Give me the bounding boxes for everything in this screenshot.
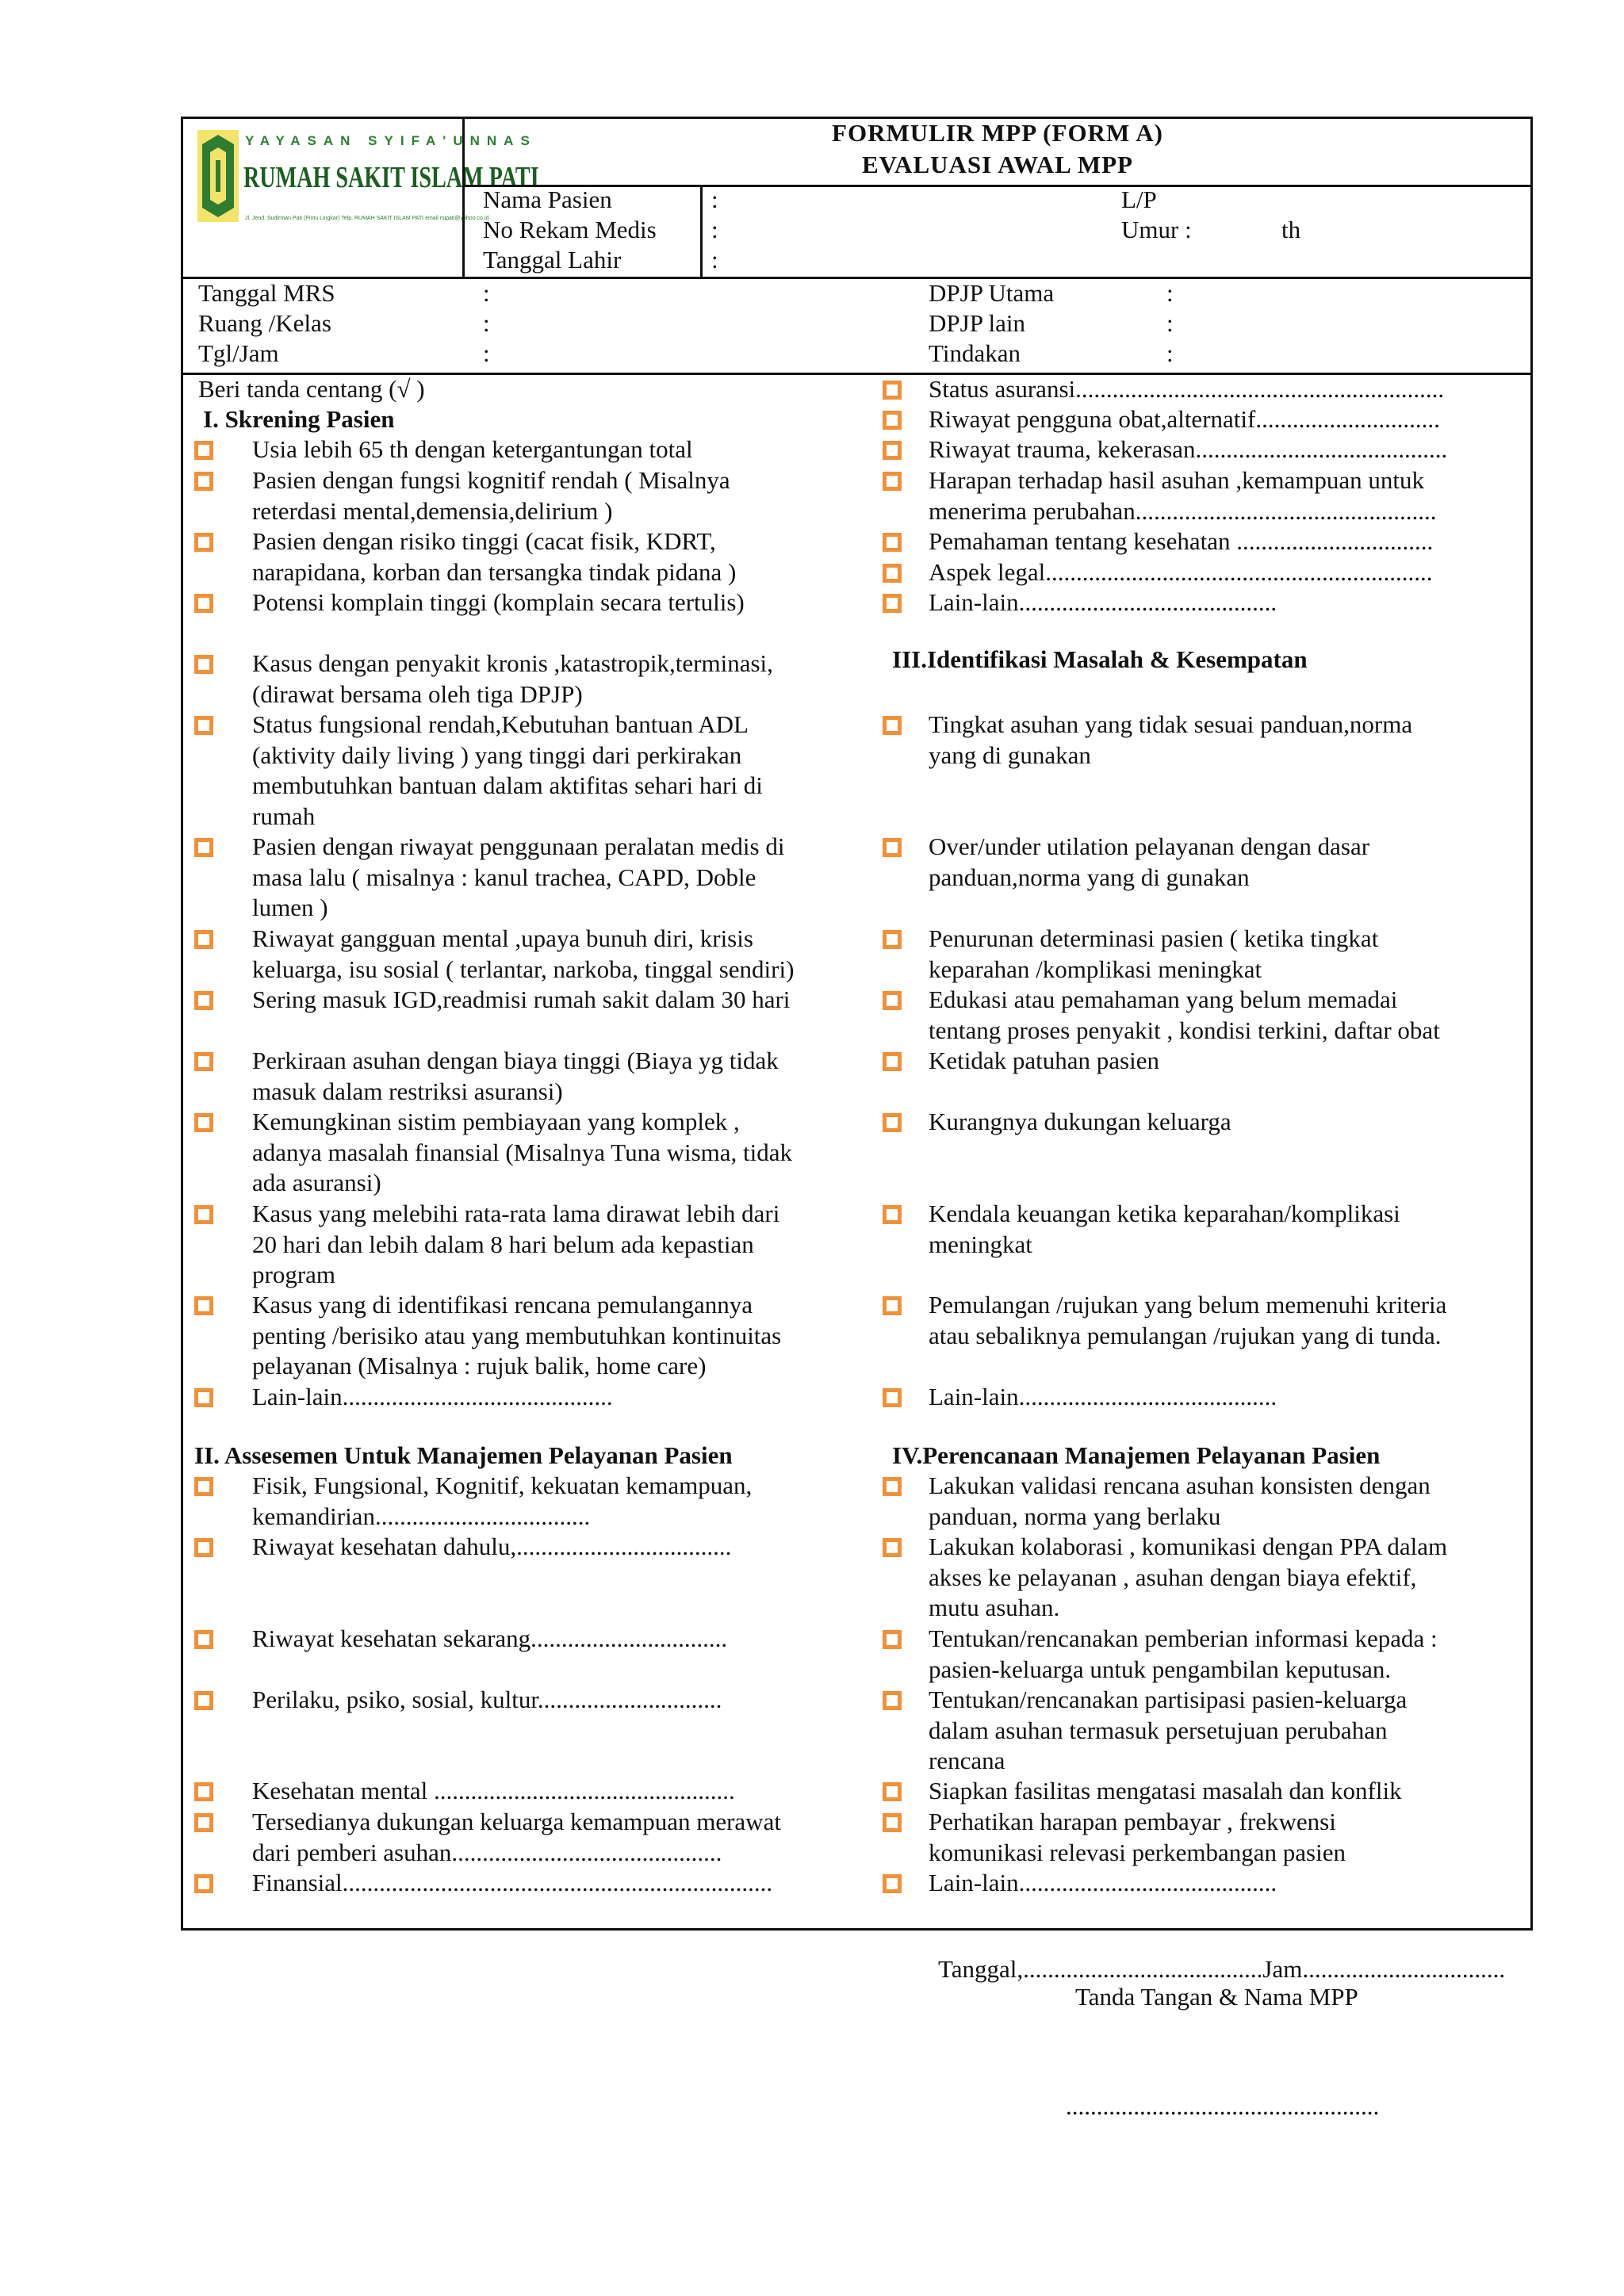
- section4-item-2-line-1: Lakukan kolaborasi , komunikasi dengan PPA dalam: [929, 1533, 1448, 1560]
- birth-date-label: Tanggal Lahir: [483, 246, 622, 274]
- section2-checkbox-2[interactable]: [194, 1538, 213, 1557]
- section4-checkbox-1[interactable]: [883, 1477, 902, 1496]
- section1-item-8-line-1: Riwayat gangguan mental ,upaya bunuh diri, krisis: [252, 924, 753, 952]
- section2-checkbox-1[interactable]: [194, 1477, 213, 1496]
- section4-title: IV.Perencanaan Manajemen Pelayanan Pasien: [892, 1441, 1381, 1469]
- section1-item-12-line-3: program: [252, 1261, 336, 1288]
- section3-checkbox-3[interactable]: [883, 930, 902, 949]
- section_right_top-checkbox-1[interactable]: [883, 381, 902, 400]
- section4-item-6-line-2: komunikasi relevasi perkembangan pasien: [929, 1838, 1346, 1866]
- other-dpjp-colon: :: [1166, 309, 1174, 337]
- section1-item-7-line-2: masa lalu ( misalnya : kanul trachea, CAPD, Doble: [252, 863, 756, 891]
- section3-item-8-line-1: Pemulangan /rujukan yang belum memenuhi kriteria: [929, 1291, 1447, 1318]
- hospital-logo: [194, 125, 539, 232]
- section1-item-7-line-1: Pasien dengan riwayat penggunaan peralatan medis di: [252, 832, 785, 860]
- section_right_top-item-2-line-1: Riwayat pengguna obat,alternatif..............................: [929, 405, 1440, 433]
- section3-checkbox-6[interactable]: [883, 1113, 902, 1132]
- section1-item-11-line-1: Kemungkinan sistim pembiayaan yang komplek ,: [252, 1108, 740, 1135]
- section1-item-10-line-1: Perkiraan asuhan dengan biaya tinggi (Biaya yg tidak: [252, 1047, 779, 1074]
- section1-item-11-line-2: adanya masalah finansial (Misalnya Tuna wisma, tidak: [252, 1138, 793, 1166]
- section3-checkbox-5[interactable]: [883, 1052, 902, 1071]
- section1-item-10-line-2: masuk dalam restriksi asuransi): [252, 1077, 563, 1105]
- section2-item-7-line-1: Finansial......................................................................: [252, 1869, 773, 1896]
- date-time-label: Tgl/Jam: [198, 339, 279, 367]
- section1-checkbox-13[interactable]: [194, 1296, 213, 1315]
- medical-record-label: No Rekam Medis: [483, 216, 657, 243]
- section2-item-5-line-1: Kesehatan mental .................................................: [252, 1777, 735, 1804]
- section1-item-13-line-3: pelayanan (Misalnya : rujuk balik, home care): [252, 1352, 707, 1380]
- section4-item-4-line-2: dalam asuhan termasuk persetujuan perubahan: [929, 1716, 1388, 1744]
- section4-item-3-line-1: Tentukan/rencanakan pemberian informasi kepada :: [929, 1624, 1438, 1652]
- section3-item-8-line-2: atau sebaliknya pemulangan /rujukan yang di tunda.: [929, 1321, 1442, 1349]
- section4-checkbox-6[interactable]: [883, 1813, 902, 1832]
- section1-item-7-line-3: lumen ): [252, 894, 328, 921]
- section2-item-2-line-1: Riwayat kesehatan dahulu,...................................: [252, 1533, 732, 1560]
- logo-address: Jl. Jend. Sudirman Pati (Pintu Lingkar) Telp. RUMAH SAKIT ISLAM PATI email rsipati@yahoo.co.id: [245, 216, 489, 221]
- section1-checkbox-12[interactable]: [194, 1205, 213, 1224]
- form-frame: [181, 117, 1533, 1931]
- section3-item-4-line-1: Edukasi atau pemahaman yang belum memadai: [929, 985, 1398, 1013]
- section2-title: II. Assesemen Untuk Manajemen Pelayanan Pasien: [194, 1441, 733, 1469]
- section4-item-5-line-1: Siapkan fasilitas mengatasi masalah dan konflik: [929, 1777, 1402, 1804]
- section2-checkbox-7[interactable]: [194, 1874, 213, 1893]
- section_right_top-item-3-line-1: Riwayat trauma, kekerasan.........................................: [929, 435, 1448, 463]
- section3-checkbox-1[interactable]: [883, 716, 902, 735]
- age-label: Umur :: [1121, 216, 1192, 243]
- logo-foundation: YAYASAN SYIFA'UNNAS: [245, 133, 537, 148]
- section1-checkbox-9[interactable]: [194, 991, 213, 1010]
- section4-item-1-line-2: panduan, norma yang berlaku: [929, 1502, 1221, 1530]
- logo-hospital-name: RUMAH SAKIT ISLAM PATI: [243, 161, 539, 194]
- section3-item-2-line-1: Over/under utilation pelayanan dengan dasar: [929, 832, 1370, 860]
- section_right_top-checkbox-5[interactable]: [883, 533, 902, 552]
- section1-checkbox-14[interactable]: [194, 1388, 213, 1407]
- section2-item-1-line-2: kemandirian...................................: [252, 1502, 591, 1530]
- section1-checkbox-1[interactable]: [194, 441, 213, 460]
- section1-item-6-line-1: Status fungsional rendah,Kebutuhan bantuan ADL: [252, 710, 749, 738]
- section_right_top-checkbox-6[interactable]: [883, 564, 902, 583]
- section2-checkbox-6[interactable]: [194, 1813, 213, 1832]
- main-dpjp-label: DPJP Utama: [929, 279, 1055, 307]
- admission-date-label: Tanggal MRS: [198, 279, 335, 307]
- section3-checkbox-4[interactable]: [883, 991, 902, 1010]
- date-time-line: Tanggal,.......................................Jam.................................: [938, 1955, 1506, 1983]
- section_right_top-checkbox-3[interactable]: [883, 441, 902, 460]
- section1-item-4-line-1: Potensi komplain tinggi (komplain secara tertulis): [252, 588, 745, 616]
- section3-checkbox-7[interactable]: [883, 1205, 902, 1224]
- section2-item-6-line-1: Tersedianya dukungan keluarga kemampuan merawat: [252, 1808, 781, 1835]
- section3-item-1-line-1: Tingkat asuhan yang tidak sesuai panduan,norma: [929, 710, 1413, 738]
- section4-item-4-line-3: rencana: [929, 1747, 1005, 1774]
- medical-record-colon: :: [711, 216, 718, 243]
- section1-item-5-line-2: (dirawat bersama oleh tiga DPJP): [252, 679, 583, 708]
- room-class-label: Ruang /Kelas: [198, 309, 331, 337]
- section1-item-5-line-1: Kasus dengan penyakit kronis ,katastropik,terminasi,: [252, 649, 773, 677]
- section2-item-3-line-1: Riwayat kesehatan sekarang................................: [252, 1624, 728, 1652]
- date-time-colon: :: [483, 339, 490, 367]
- section1-item-3-line-2: narapidana, korban dan tersangka tindak pidana ): [252, 557, 737, 586]
- section1-item-6-line-2: (aktivity daily living ) yang tinggi dari perkirakan: [252, 740, 742, 769]
- admission-date-colon: :: [483, 279, 490, 307]
- section2-item-6-line-2: dari pemberi asuhan............................................: [252, 1838, 722, 1866]
- procedure-colon: :: [1166, 339, 1174, 367]
- section4-checkbox-4[interactable]: [883, 1691, 902, 1710]
- signature-label: Tanda Tangan & Nama MPP: [1075, 1983, 1358, 2011]
- section3-item-2-line-2: panduan,norma yang di gunakan: [929, 863, 1250, 891]
- section_right_top-item-4-line-2: menerima perubahan.................................................: [929, 496, 1437, 525]
- section_right_top-item-5-line-1: Pemahaman tentang kesehatan ................................: [929, 527, 1434, 555]
- main-dpjp-colon: :: [1166, 279, 1174, 307]
- section1-item-1-line-1: Usia lebih 65 th dengan ketergantungan total: [252, 435, 693, 463]
- birth-date-colon: :: [711, 246, 718, 274]
- section1-checkbox-8[interactable]: [194, 930, 213, 949]
- form-subtitle: EVALUASI AWAL MPP: [861, 151, 1133, 178]
- section1-checkbox-4[interactable]: [194, 594, 213, 613]
- section1-item-13-line-2: penting /berisiko atau yang membutuhkan kontinuitas: [252, 1321, 782, 1349]
- section1-checkbox-11[interactable]: [194, 1113, 213, 1132]
- section1-title: I. Skrening Pasien: [203, 405, 395, 433]
- section4-item-3-line-2: pasien-keluarga untuk pengambilan keputusan.: [929, 1655, 1392, 1683]
- section1-item-14-line-1: Lain-lain............................................: [252, 1383, 613, 1410]
- section3-checkbox-2[interactable]: [883, 838, 902, 857]
- section3-checkbox-8[interactable]: [883, 1296, 902, 1315]
- section_right_top-item-7-line-1: Lain-lain..........................................: [929, 588, 1277, 616]
- section1-item-9-line-1: Sering masuk IGD,readmisi rumah sakit dalam 30 hari: [252, 985, 791, 1013]
- section2-checkbox-3[interactable]: [194, 1630, 213, 1649]
- section_right_top-checkbox-4[interactable]: [883, 472, 902, 491]
- section4-checkbox-5[interactable]: [883, 1782, 902, 1801]
- gender-label: L/P: [1121, 186, 1157, 213]
- section2-checkbox-5[interactable]: [194, 1782, 213, 1801]
- procedure-label: Tindakan: [929, 339, 1021, 367]
- section4-item-1-line-1: Lakukan validasi rencana asuhan konsisten dengan: [929, 1471, 1431, 1499]
- instruction-text: Beri tanda centang (√ ): [198, 375, 425, 403]
- section3-item-3-line-2: keparahan /komplikasi meningkat: [929, 955, 1262, 983]
- section3-title: III.Identifikasi Masalah & Kesempatan: [892, 645, 1308, 673]
- patient-name-colon: :: [711, 186, 718, 213]
- section1-item-13-line-1: Kasus yang di identifikasi rencana pemulangannya: [252, 1291, 753, 1318]
- patient-name-label: Nama Pasien: [483, 186, 612, 213]
- section2-item-1-line-1: Fisik, Fungsional, Kognitif, kekuatan kemampuan,: [252, 1471, 753, 1499]
- section1-item-12-line-2: 20 hari dan lebih dalam 8 hari belum ada kepastian: [252, 1230, 754, 1258]
- section1-checkbox-3[interactable]: [194, 533, 213, 552]
- section1-item-6-line-3: membutuhkan bantuan dalam aktifitas sehari hari di: [252, 771, 763, 799]
- section3-item-6-line-1: Kurangnya dukungan keluarga: [929, 1108, 1231, 1135]
- section3-item-4-line-2: tentang proses penyakit , kondisi terkini, daftar obat: [929, 1016, 1440, 1044]
- section4-item-4-line-1: Tentukan/rencanakan partisipasi pasien-keluarga: [929, 1686, 1408, 1713]
- section1-item-2-line-2: reterdasi mental,demensia,delirium ): [252, 496, 613, 525]
- section_right_top-item-6-line-1: Aspek legal...............................................................: [929, 558, 1433, 586]
- section1-checkbox-5[interactable]: [194, 655, 213, 674]
- hospital-emblem-icon: [196, 128, 240, 224]
- section1-checkbox-2[interactable]: [194, 472, 213, 491]
- section4-checkbox-7[interactable]: [883, 1874, 902, 1893]
- section1-item-8-line-2: keluarga, isu sosial ( terlantar, narkoba, tinggal sendiri): [252, 955, 795, 983]
- section1-item-2-line-1: Pasien dengan fungsi kognitif rendah ( Misalnya: [252, 466, 730, 494]
- section3-item-3-line-1: Penurunan determinasi pasien ( ketika tingkat: [929, 924, 1379, 952]
- section2-item-4-line-1: Perilaku, psiko, sosial, kultur..............................: [252, 1686, 722, 1713]
- age-unit: th: [1281, 216, 1301, 243]
- section4-checkbox-2[interactable]: [883, 1538, 902, 1557]
- section_right_top-item-4-line-1: Harapan terhadap hasil asuhan ,kemampuan untuk: [929, 466, 1424, 494]
- section3-item-7-line-2: meningkat: [929, 1230, 1032, 1258]
- section3-item-9-line-1: Lain-lain..........................................: [929, 1383, 1277, 1410]
- section_right_top-item-1-line-1: Status asuransi............................................................: [929, 375, 1445, 403]
- section2-checkbox-4[interactable]: [194, 1691, 213, 1710]
- section3-item-7-line-1: Kendala keuangan ketika keparahan/komplikasi: [929, 1200, 1400, 1227]
- section1-checkbox-6[interactable]: [194, 716, 213, 735]
- section3-checkbox-9[interactable]: [883, 1388, 902, 1407]
- section1-item-6-line-4: rumah: [252, 802, 316, 830]
- section4-item-2-line-3: mutu asuhan.: [929, 1594, 1060, 1621]
- room-class-colon: :: [483, 309, 490, 337]
- section4-item-6-line-1: Perhatikan harapan pembayar , frekwensi: [929, 1808, 1336, 1835]
- section1-item-11-line-3: ada asuransi): [252, 1169, 381, 1196]
- section4-item-2-line-2: akses ke pelayanan , asuhan dengan biaya efektif,: [929, 1563, 1417, 1591]
- section1-item-3-line-1: Pasien dengan risiko tinggi (cacat fisik, KDRT,: [252, 527, 716, 555]
- section1-checkbox-7[interactable]: [194, 838, 213, 857]
- signature-line: ...................................................: [1066, 2092, 1380, 2120]
- section1-item-12-line-1: Kasus yang melebihi rata-rata lama dirawat lebih dari: [252, 1200, 780, 1227]
- form-title: FORMULIR MPP (FORM A): [832, 119, 1163, 147]
- section4-checkbox-3[interactable]: [883, 1630, 902, 1649]
- section3-item-5-line-1: Ketidak patuhan pasien: [929, 1047, 1159, 1074]
- section4-item-7-line-1: Lain-lain..........................................: [929, 1869, 1277, 1896]
- other-dpjp-label: DPJP lain: [929, 309, 1026, 337]
- section_right_top-checkbox-7[interactable]: [883, 594, 902, 613]
- section_right_top-checkbox-2[interactable]: [883, 411, 902, 430]
- section1-checkbox-10[interactable]: [194, 1052, 213, 1071]
- section3-item-1-line-2: yang di gunakan: [929, 740, 1091, 769]
